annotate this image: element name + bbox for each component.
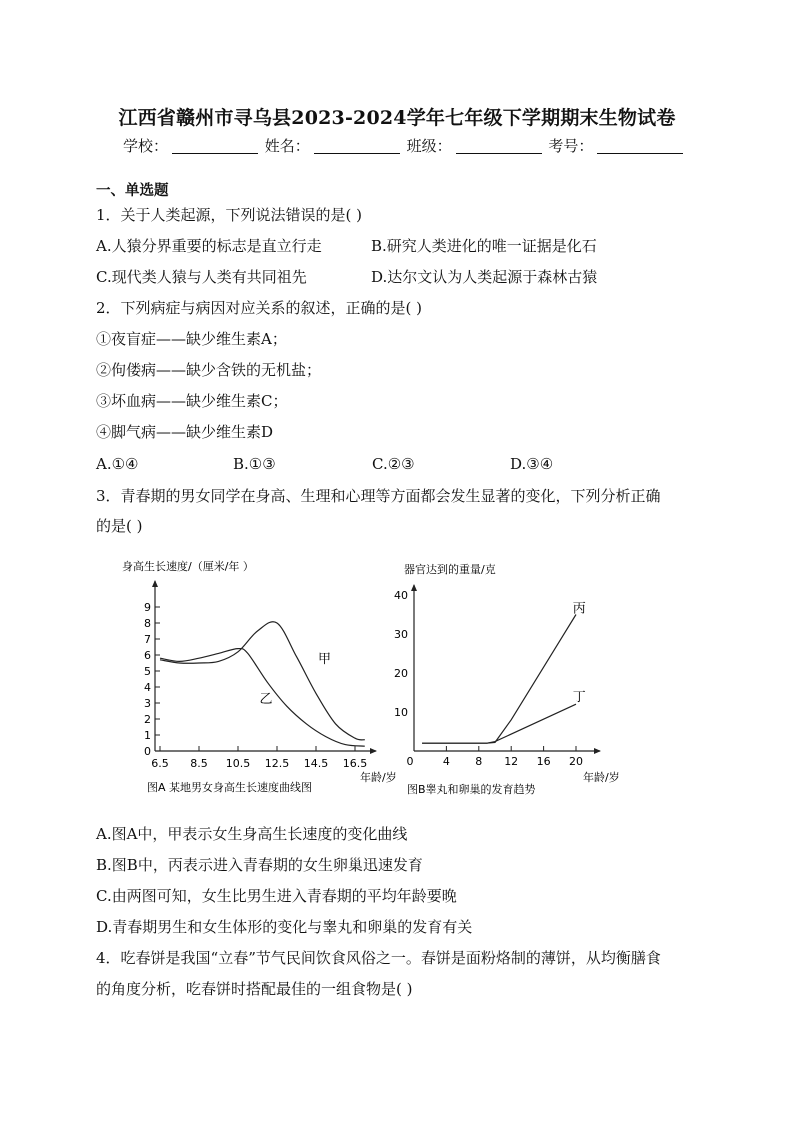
q1-option-row xyxy=(96,236,597,256)
y-tick-label: 40 xyxy=(394,589,408,602)
y-tick-label: 4 xyxy=(144,681,151,694)
q3-option-b[interactable]: B.图B中，丙表示进入青春期的女生卵巢迅速发育 xyxy=(96,856,423,874)
chart-b-caption: 图B睾丸和卵巢的发育趋势 xyxy=(407,783,536,796)
q2-item: ②佝偻病——缺少含铁的无机盐； xyxy=(96,361,322,379)
x-tick-label: 16 xyxy=(536,755,551,768)
q1-stem: 1．关于人类起源，下列说法错误的是( ) xyxy=(96,206,363,224)
q3-option-a[interactable]: A.图A中，甲表示女生身高生长速度的变化曲线 xyxy=(96,825,408,843)
q3-figures xyxy=(0,545,794,815)
series-ding-label: 丁 xyxy=(572,690,586,706)
q3-stem-cont: 的是( ) xyxy=(96,517,143,535)
q2-option-a[interactable]: A.①④ xyxy=(96,455,139,473)
q1-option-b[interactable]: B.研究人类进化的唯一证据是化石 xyxy=(371,237,597,255)
q2-item: ③坏血病——缺少维生素C； xyxy=(96,392,288,410)
chart-a-ylabel: 身高生长速度/（厘米/年 ） xyxy=(122,560,254,573)
y-tick-label: 2 xyxy=(144,713,151,726)
series-bing-line xyxy=(422,615,576,744)
q3-stem: 3．青春期的男女同学在身高、生理和心理等方面都会发生显著的变化，下列分析正确 xyxy=(96,487,661,505)
y-tick-label: 6 xyxy=(144,649,151,662)
q3-option-c[interactable]: C.由两图可知，女生比男生进入青春期的平均年龄要晚 xyxy=(96,887,457,905)
y-tick-label: 0 xyxy=(144,745,151,758)
x-tick-label: 10.5 xyxy=(225,757,251,770)
q2-option-c[interactable]: C.②③ xyxy=(372,455,415,473)
x-tick-label: 12 xyxy=(504,755,519,768)
number-field[interactable] xyxy=(597,138,683,154)
q2-stem: 2．下列病症与病因对应关系的叙述，正确的是( ) xyxy=(96,299,423,317)
x-tick-label: 12.5 xyxy=(264,757,290,770)
q1-option-a[interactable]: A.人猿分界重要的标志是直立行走 xyxy=(96,237,322,255)
class-field[interactable] xyxy=(456,138,542,154)
y-tick-label: 1 xyxy=(144,729,151,742)
section-heading: 一、单选题 xyxy=(96,183,169,199)
chart-b xyxy=(394,562,620,796)
q4-stem: 4．吃春饼是我国“立春”节气民间饮食风俗之一。春饼是面粉烙制的薄饼，从均衡膳食 xyxy=(96,949,661,967)
q1-option-d[interactable]: D.达尔文认为人类起源于森林古猿 xyxy=(371,268,598,286)
chart-a-xlabel: 年龄/岁 xyxy=(360,771,397,784)
y-tick-label: 7 xyxy=(144,633,151,646)
chart-a xyxy=(122,559,397,794)
x-tick-label: 8.5 xyxy=(190,757,208,770)
x-tick-label: 0 xyxy=(406,755,414,768)
q2-item: ①夜盲症——缺少维生素A； xyxy=(96,330,287,348)
q3-option-d[interactable]: D.青春期男生和女生体形的变化与睾丸和卵巢的发育有关 xyxy=(96,918,473,936)
x-tick-label: 8 xyxy=(475,755,483,768)
y-tick-label: 30 xyxy=(394,628,408,641)
y-tick-label: 9 xyxy=(144,601,151,614)
q1-option-row xyxy=(96,267,598,287)
series-bing-label: 丙 xyxy=(572,601,586,617)
y-tick-label: 20 xyxy=(394,667,408,680)
x-tick-label: 4 xyxy=(442,755,450,768)
name-label: 姓名： xyxy=(264,137,310,155)
q2-option-d[interactable]: D.③④ xyxy=(510,455,554,473)
x-tick-label: 14.5 xyxy=(303,757,329,770)
school-field[interactable] xyxy=(172,138,258,154)
class-label: 班级： xyxy=(406,137,452,155)
q2-item: ④脚气病——缺少维生素D xyxy=(96,423,274,441)
chart-a-caption: 图A 某地男女身高生长速度曲线图 xyxy=(147,781,313,794)
q1-option-c[interactable]: C.现代类人猿与人类有共同祖先 xyxy=(96,268,307,286)
y-tick-label: 5 xyxy=(144,665,151,678)
y-tick-label: 8 xyxy=(144,617,151,630)
series-jia-line xyxy=(160,622,365,740)
page-title: 江西省赣州市寻乌县2023-2024学年七年级下学期期末生物试卷 xyxy=(118,107,676,129)
q4-stem-cont: 的角度分析，吃春饼时搭配最佳的一组食物是( ) xyxy=(96,980,413,998)
number-label: 考号： xyxy=(548,137,594,155)
q2-option-b[interactable]: B.①③ xyxy=(233,455,276,473)
x-tick-label: 20 xyxy=(569,755,583,768)
series-yi-label: 乙 xyxy=(259,692,273,707)
x-tick-label: 16.5 xyxy=(342,757,368,770)
school-label: 学校： xyxy=(123,137,169,155)
y-tick-label: 10 xyxy=(394,706,408,719)
y-tick-label: 3 xyxy=(144,697,151,710)
chart-b-xlabel: 年龄/岁 xyxy=(583,771,620,784)
student-info xyxy=(123,135,685,156)
series-jia-label: 甲 xyxy=(317,652,331,667)
x-tick-label: 6.5 xyxy=(151,757,169,770)
chart-b-ylabel: 器官达到的重量/克 xyxy=(404,563,496,576)
name-field[interactable] xyxy=(314,138,400,154)
